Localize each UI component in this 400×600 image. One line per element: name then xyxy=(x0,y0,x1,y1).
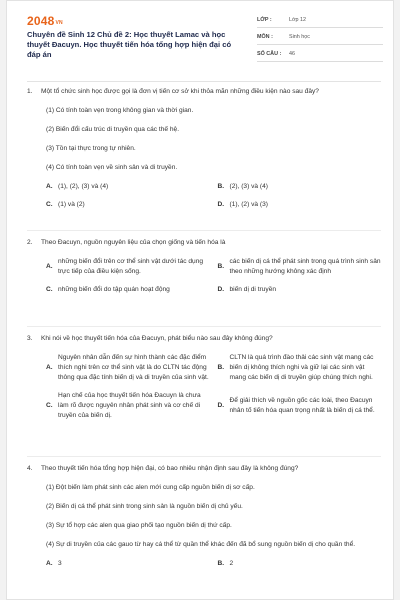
question-text xyxy=(27,238,381,248)
meta-key: MÔN : xyxy=(257,34,273,40)
meta-value: Sinh học xyxy=(289,34,310,40)
meta-key: SỐ CÂU : xyxy=(257,51,282,57)
question-2 xyxy=(27,238,381,295)
option-text: những biến đổi trên cơ thể sinh vật dưới tác dụng trực tiếp của điều kiện sống. xyxy=(58,258,204,275)
option-text: những biến đổi do tập quán hoạt động xyxy=(58,286,170,293)
option-letter: D. xyxy=(217,201,225,208)
question-stem: Theo thuyết tiến hóa tổng hợp hiện đại, có bao nhiêu nhận định sau đây là không đúng? xyxy=(41,465,299,472)
question-1 xyxy=(27,87,381,210)
option-text: 2 xyxy=(229,560,234,567)
question-text xyxy=(27,334,381,344)
statement: (2) Biến đổi cấu trúc di truyền qua các thế hệ. xyxy=(46,126,180,133)
option-a[interactable] xyxy=(46,353,210,383)
meta-row-class xyxy=(257,14,383,28)
option-letter: B. xyxy=(217,364,225,371)
question-stem: Khi nói về học thuyết tiến hóa của Đacuyn, phát biểu nào sau đây không đúng? xyxy=(41,335,273,342)
option-c[interactable] xyxy=(46,285,210,295)
option-letter: C. xyxy=(46,402,53,409)
statement: (4) Sự di truyền của các gauo từ hay cá thể từ quần thể khác đến đã bổ sung nguồn biến dị cho quần thể. xyxy=(46,541,356,548)
statement: (3) Tồn tại thực trong tự nhiên. xyxy=(46,145,136,152)
option-letter: C. xyxy=(46,201,53,208)
option-text: (2), (3) và (4) xyxy=(229,183,268,190)
option-letter: A. xyxy=(46,560,53,567)
option-b[interactable] xyxy=(218,182,382,192)
option-text: Nguyên nhân dẫn đến sự hình thành các đặc điểm thích nghi trên cơ thể sinh vật là do CLTN tác động thông qua đặc tính biến dị và di truyền của sinh vật. xyxy=(58,354,209,381)
logo[interactable] xyxy=(27,14,63,28)
option-a[interactable] xyxy=(46,559,210,569)
option-c[interactable] xyxy=(46,391,210,421)
option-d[interactable] xyxy=(218,285,382,295)
option-text: CLTN là quá trình đào thải các sinh vật mang các biến dị không thích nghi và giữ lại các sinh vật mang các biến dị di truyền giúp chúng thích nghi. xyxy=(229,354,374,381)
option-c[interactable] xyxy=(46,200,210,210)
option-text: 3 xyxy=(58,560,62,567)
option-text: biến dị di truyền xyxy=(229,286,277,293)
header-divider xyxy=(27,81,381,82)
statement: (2) Biến dị cá thể phát sinh trong sinh sản là nguồn biến dị chủ yếu. xyxy=(46,503,243,510)
option-d[interactable] xyxy=(218,200,382,210)
question-divider xyxy=(27,326,381,327)
question-number: 1. xyxy=(27,88,33,95)
question-divider xyxy=(27,230,381,231)
question-3 xyxy=(27,334,381,421)
option-letter: A. xyxy=(46,263,53,270)
option-text: (1), (2) và (3) xyxy=(229,201,268,208)
option-text: (1) và (2) xyxy=(58,201,85,208)
statement: (4) Có tính toàn vẹn về sinh sản và di truyền. xyxy=(46,164,178,171)
option-text: các biến dị cá thể phát sinh trong quá trình sinh sản theo những hướng không xác định xyxy=(229,258,381,275)
option-b[interactable] xyxy=(218,559,382,569)
meta-table xyxy=(257,14,383,65)
option-b[interactable] xyxy=(218,257,382,277)
statement: (3) Sự tổ hợp các alen qua giao phối tạo nguồn biến dị thứ cấp. xyxy=(46,522,232,529)
option-text: (1), (2), (3) và (4) xyxy=(58,183,109,190)
document-page xyxy=(6,0,394,600)
option-a[interactable] xyxy=(46,182,210,192)
option-text: Hạn chế của học thuyết tiến hóa Đacuyn là chưa làm rõ được nguyên nhân phát sinh và cơ chế di truyền của biến dị. xyxy=(58,392,201,419)
answer-options xyxy=(27,353,381,421)
question-divider xyxy=(27,456,381,457)
question-4 xyxy=(27,464,381,569)
option-a[interactable] xyxy=(46,257,210,277)
meta-value: Lớp 12 xyxy=(289,17,307,23)
answer-options xyxy=(27,182,381,210)
answer-options xyxy=(27,257,381,295)
meta-value: 46 xyxy=(289,51,295,57)
option-b[interactable] xyxy=(218,353,382,383)
option-letter: B. xyxy=(217,263,225,270)
option-letter: B. xyxy=(217,183,225,190)
question-text xyxy=(27,87,381,97)
answer-options xyxy=(27,559,381,569)
question-stem: Theo Đacuyn, nguồn nguyên liệu của chọn giống và tiến hóa là xyxy=(41,239,226,246)
logo-text: 2048 xyxy=(27,14,55,28)
question-number: 3. xyxy=(27,335,33,342)
question-stem: Một tổ chức sinh học được gọi là đơn vị tiến cơ sở khi thỏa mãn những điều kiện nào sau đây? xyxy=(41,88,319,95)
statement: (1) Đột biến làm phát sinh các alen mới cung cấp nguồn biến dị sơ cấp. xyxy=(46,484,255,491)
option-letter: D. xyxy=(217,286,225,293)
logo-suffix: VN xyxy=(55,20,63,26)
question-number: 2. xyxy=(27,239,33,246)
option-d[interactable] xyxy=(218,391,382,421)
option-letter: D. xyxy=(217,402,225,409)
option-text: Để giải thích về nguồn gốc các loài, theo Đacuyn nhân tố tiến hóa quan trọng nhất là biến dị cá thể. xyxy=(229,397,375,414)
meta-row-subject xyxy=(257,31,383,45)
statement: (1) Có tính toàn vẹn trong không gian và thời gian. xyxy=(46,107,194,114)
option-letter: B. xyxy=(217,560,225,567)
option-letter: A. xyxy=(46,364,53,371)
meta-key: LỚP : xyxy=(257,17,272,23)
question-text xyxy=(27,464,381,474)
option-letter: A. xyxy=(46,183,53,190)
document-title: Chuyên đề Sinh 12 Chủ đề 2: Học thuyết Lamac và học thuyết Đacuyn. Học thuyết tiến hóa tổng hợp hiện đại có đáp án xyxy=(27,30,232,60)
question-number: 4. xyxy=(27,465,33,472)
option-letter: C. xyxy=(46,286,53,293)
meta-row-count xyxy=(257,48,383,62)
header xyxy=(7,1,393,79)
